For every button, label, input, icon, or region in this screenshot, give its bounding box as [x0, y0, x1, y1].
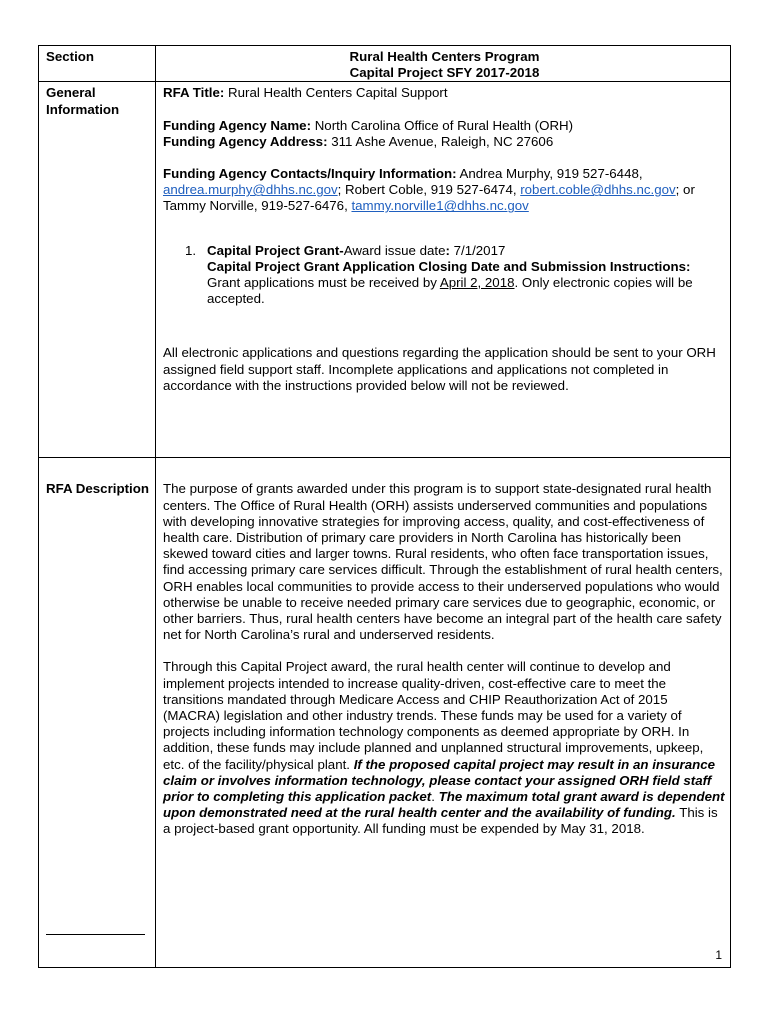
general-information-row	[39, 82, 731, 458]
contact-andrea-text: Andrea Murphy, 919 527-6448,	[456, 166, 643, 182]
email-link-andrea[interactable]: andrea.murphy@dhhs.nc.gov	[163, 182, 338, 198]
rfa-description-row	[39, 458, 731, 968]
list-body	[207, 243, 726, 308]
general-content-cell	[156, 82, 731, 458]
program-title: Rural Health Centers Program	[349, 49, 540, 64]
description-label-cell	[39, 458, 156, 968]
closing-instructions: Grant applications must be received by April 2, 2018. Only electronic copies will be accepted.	[207, 275, 693, 307]
page-number: 1	[715, 948, 722, 962]
award-date-line	[207, 243, 726, 259]
agency-name-line	[163, 118, 726, 134]
general-label-cell	[39, 82, 156, 458]
contact-robert-text: ; Robert Coble, 919 527-6474,	[337, 182, 521, 198]
section-header-cell	[39, 46, 156, 82]
contacts-label: Funding Agency Contacts/Inquiry Information:	[163, 166, 457, 182]
closing-date: April 2, 2018	[439, 275, 515, 291]
grant-label: Capital Project Grant-	[207, 242, 344, 258]
section-label: Section	[46, 49, 95, 64]
contact-staff-emphasis: If the proposed capital project may result in an insurance claim or involves information technology, please contact your assigned ORH field staff prior to completing this application packet	[163, 756, 716, 805]
max-award-emphasis: The maximum total grant award is dependent upon demonstrated need at the rural health center and the availability of funding.	[163, 789, 725, 821]
agency-contacts	[163, 166, 726, 215]
list-number: 1.	[185, 242, 197, 258]
award-date: 7/1/2017	[449, 242, 506, 258]
rfa-description-label: RFA Description	[46, 481, 149, 497]
closing-heading: Capital Project Grant Application Closing Date and Submission Instructions:	[207, 258, 691, 274]
email-link-robert[interactable]: robert.coble@dhhs.nc.gov	[520, 182, 676, 198]
header-row	[39, 46, 731, 82]
agency-name-label: Funding Agency Name:	[163, 117, 311, 133]
agency-address-line	[163, 134, 726, 150]
purpose-paragraph: The purpose of grants awarded under this program is to support state-designated rural health centers. The Office of Rural Health (ORH) assists underserved communities and populations with developing innovative strategies for improving access, quality, and cost-effectiveness of health care. Distribution of primary care providers in North Carolina has historically been skewed toward cities and larger towns. Rural residents, who often face transportation issues, find accessing primary care services difficult. Through the establishment of rural health centers, ORH enables local communities to provide access to their underserved populations who would otherwise be unable to receive needed primary care services due to geographic, economic, or other barriers. Thus, rural health centers have become an integral part of the health care safety net for North Carolina’s rural and underserved residents.	[163, 481, 723, 643]
email-link-tammy[interactable]: tammy.norville1@dhhs.nc.gov	[351, 198, 529, 214]
title-header-cell	[156, 46, 731, 82]
award-colon: :	[445, 242, 450, 258]
agency-address-value: 311 Ashe Avenue, Raleigh, NC 27606	[327, 133, 554, 149]
general-information-label: General Information	[46, 85, 120, 117]
agency-name-value: North Carolina Office of Rural Health (ORH)	[311, 117, 574, 133]
contact-tammy-text: ; or Tammy Norville, 919-527-6476,	[163, 182, 695, 214]
rfa-title-line	[163, 85, 726, 101]
description-content-cell	[156, 458, 731, 968]
program-subtitle: Capital Project SFY 2017-2018	[349, 65, 540, 81]
rfa-table	[38, 45, 731, 968]
list-item	[185, 243, 726, 308]
footer-rule	[46, 934, 145, 935]
capital-project-paragraph: Through this Capital Project award, the rural health center will continue to develop and implement projects intended to increase quality-driven, cost-effective care to meet the transitions mandated through Medicare Access and CHIP Reauthorization Act of 2015 (MACRA) legislation and other industry trends. These funds may be used for a variety of projects including information technology components as deemed appropriate by ORH. In addition, these funds may include planned and unplanned structural improvements, upkeep, etc. of the facility/physical plant. If the proposed capital project may result in an insurance claim or involves information technology, please contact your assigned ORH field staff prior to completing this application packet. The maximum total grant award is dependent upon demonstrated need at the rural health center and the availability of funding. This is a project-based grant opportunity. All funding must be expended by May 31, 2018.	[163, 659, 725, 837]
electronic-applications-paragraph: All electronic applications and questions regarding the application should be sent to your ORH assigned field support staff. Incomplete applications and applications not completed in accordance with the instructions provided below will not be reviewed.	[163, 345, 716, 393]
agency-address-label: Funding Agency Address:	[163, 133, 328, 149]
award-text: Award issue date	[343, 242, 446, 258]
rfa-title-value: Rural Health Centers Capital Support	[224, 85, 448, 101]
rfa-title-label: RFA Title:	[163, 85, 225, 101]
